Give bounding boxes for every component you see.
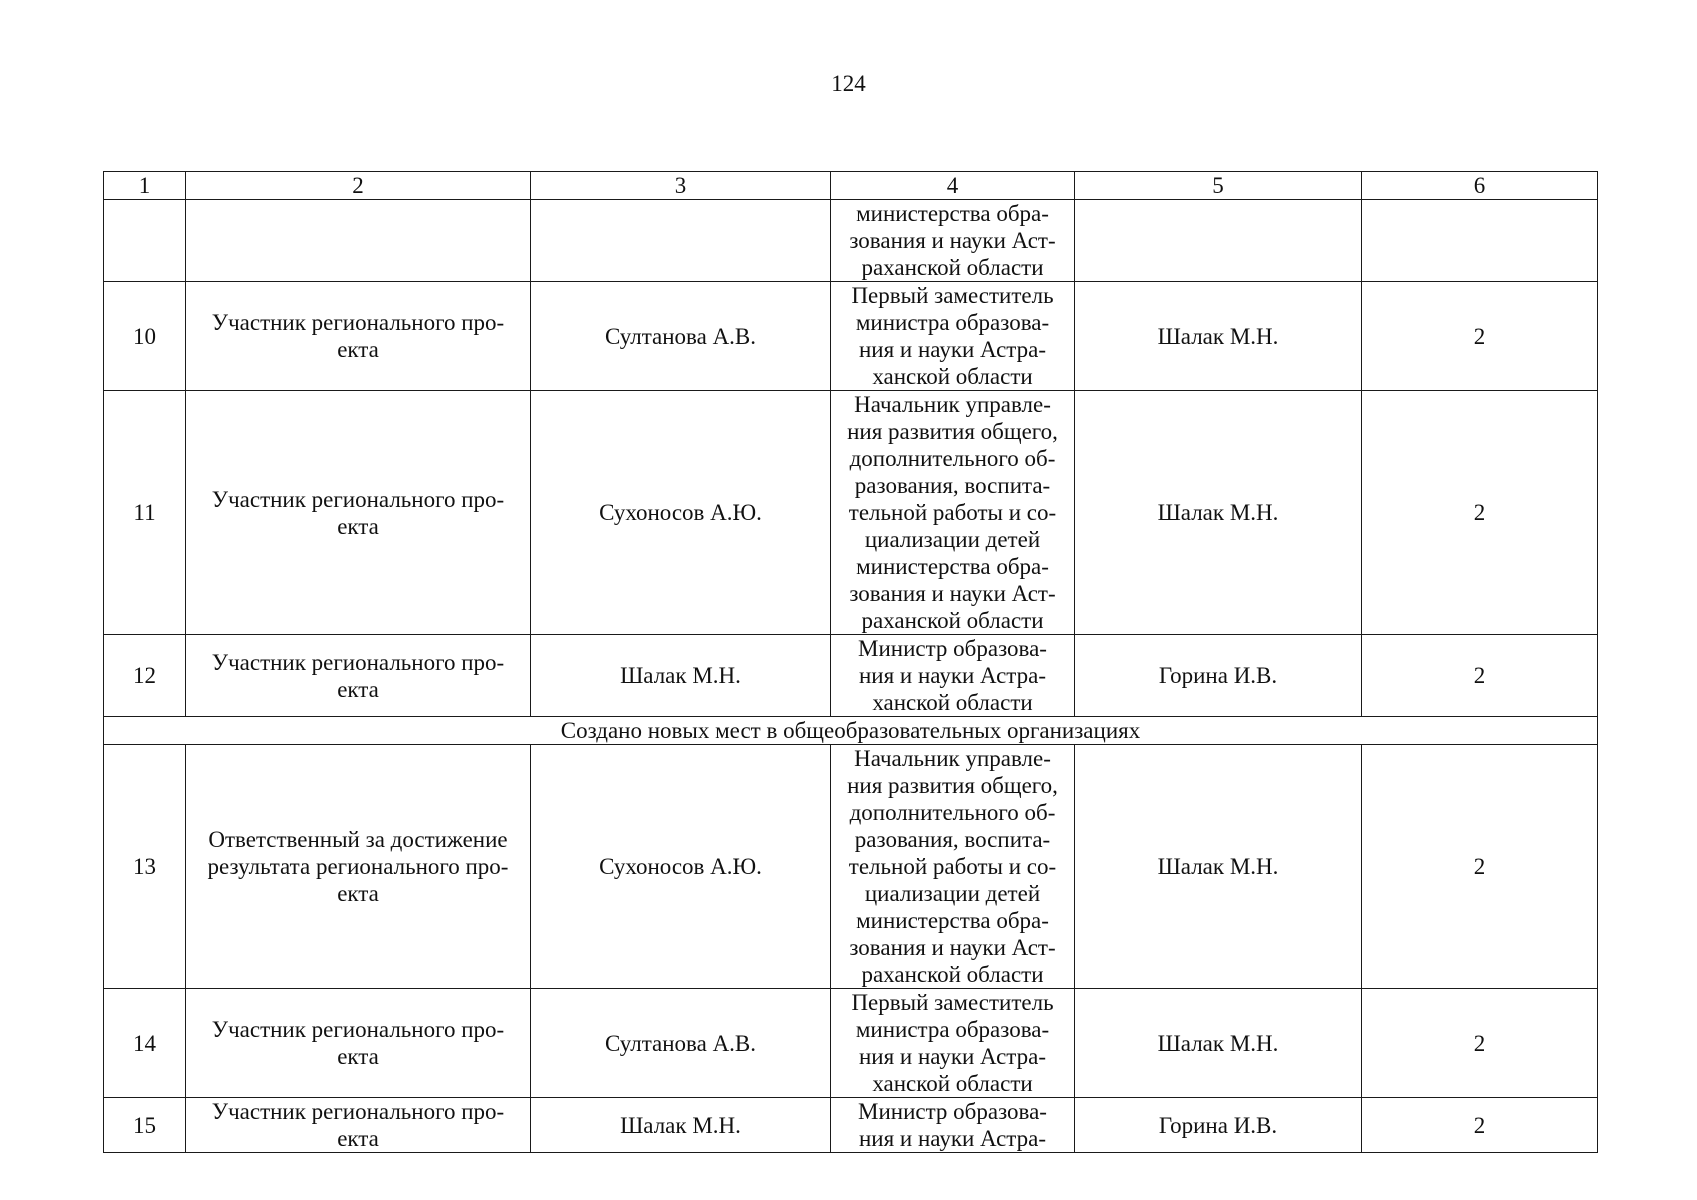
participant-role: Ответственный за достижение результата регионального про- екта: [186, 745, 531, 989]
participant-name: [531, 200, 831, 282]
participant-name: Шалак М.Н.: [531, 1098, 831, 1153]
page-number: 124: [831, 71, 866, 96]
column-header: 4: [831, 172, 1075, 200]
participant-role: [186, 200, 531, 282]
direct-supervisor: Шалак М.Н.: [1075, 989, 1362, 1098]
row-number: [104, 200, 186, 282]
direct-supervisor: Горина И.В.: [1075, 635, 1362, 717]
involvement-share: 2: [1362, 635, 1598, 717]
column-number-row: [104, 172, 1598, 200]
participant-position: Начальник управле- ния развития общего, дополнительного об- разования, воспита- тельной работы и со- циализации детей министерства обра- зования и науки Аст- раханской области: [831, 391, 1075, 635]
section-header-row: [104, 717, 1598, 745]
table-row: [104, 745, 1598, 989]
direct-supervisor: Горина И.В.: [1075, 1098, 1362, 1153]
participant-position: Первый заместитель министра образова- ния и науки Астра- ханской области: [831, 282, 1075, 391]
participant-position: Начальник управле- ния развития общего, дополнительного об- разования, воспита- тельной работы и со- циализации детей министерства обра- зования и науки Аст- раханской области: [831, 745, 1075, 989]
direct-supervisor: Шалак М.Н.: [1075, 391, 1362, 635]
column-header: 1: [104, 172, 186, 200]
participant-name: Сухоносов А.Ю.: [531, 391, 831, 635]
participant-name: Шалак М.Н.: [531, 635, 831, 717]
participant-role: Участник регионального про- екта: [186, 391, 531, 635]
column-header: 6: [1362, 172, 1598, 200]
involvement-share: 2: [1362, 391, 1598, 635]
participant-position: Министр образова- ния и науки Астра- ханской области: [831, 635, 1075, 717]
involvement-share: 2: [1362, 745, 1598, 989]
row-number: 10: [104, 282, 186, 391]
table-row: [104, 282, 1598, 391]
row-number: 12: [104, 635, 186, 717]
participant-name: Султанова А.В.: [531, 989, 831, 1098]
involvement-share: 2: [1362, 282, 1598, 391]
involvement-share: [1362, 200, 1598, 282]
participant-role: Участник регионального про- екта: [186, 1098, 531, 1153]
involvement-share: 2: [1362, 1098, 1598, 1153]
row-number: 13: [104, 745, 186, 989]
table-row: [104, 391, 1598, 635]
row-number: 15: [104, 1098, 186, 1153]
participants-table: [103, 171, 1598, 1153]
section-title: Создано новых мест в общеобразовательных организациях: [104, 717, 1598, 745]
participant-name: Сухоносов А.Ю.: [531, 745, 831, 989]
participant-position: министерства обра- зования и науки Аст- раханской области: [831, 200, 1075, 282]
table-row: [104, 635, 1598, 717]
column-header: 5: [1075, 172, 1362, 200]
column-header: 3: [531, 172, 831, 200]
participant-position: Первый заместитель министра образова- ния и науки Астра- ханской области: [831, 989, 1075, 1098]
table-row: [104, 989, 1598, 1098]
table-row: [104, 1098, 1598, 1153]
direct-supervisor: Шалак М.Н.: [1075, 282, 1362, 391]
row-number: 14: [104, 989, 186, 1098]
participant-role: Участник регионального про- екта: [186, 989, 531, 1098]
participant-name: Султанова А.В.: [531, 282, 831, 391]
column-header: 2: [186, 172, 531, 200]
table-row: [104, 200, 1598, 282]
direct-supervisor: Шалак М.Н.: [1075, 745, 1362, 989]
direct-supervisor: [1075, 200, 1362, 282]
participant-position: Министр образова- ния и науки Астра-: [831, 1098, 1075, 1153]
involvement-share: 2: [1362, 989, 1598, 1098]
row-number: 11: [104, 391, 186, 635]
participant-role: Участник регионального про- екта: [186, 635, 531, 717]
participant-role: Участник регионального про- екта: [186, 282, 531, 391]
